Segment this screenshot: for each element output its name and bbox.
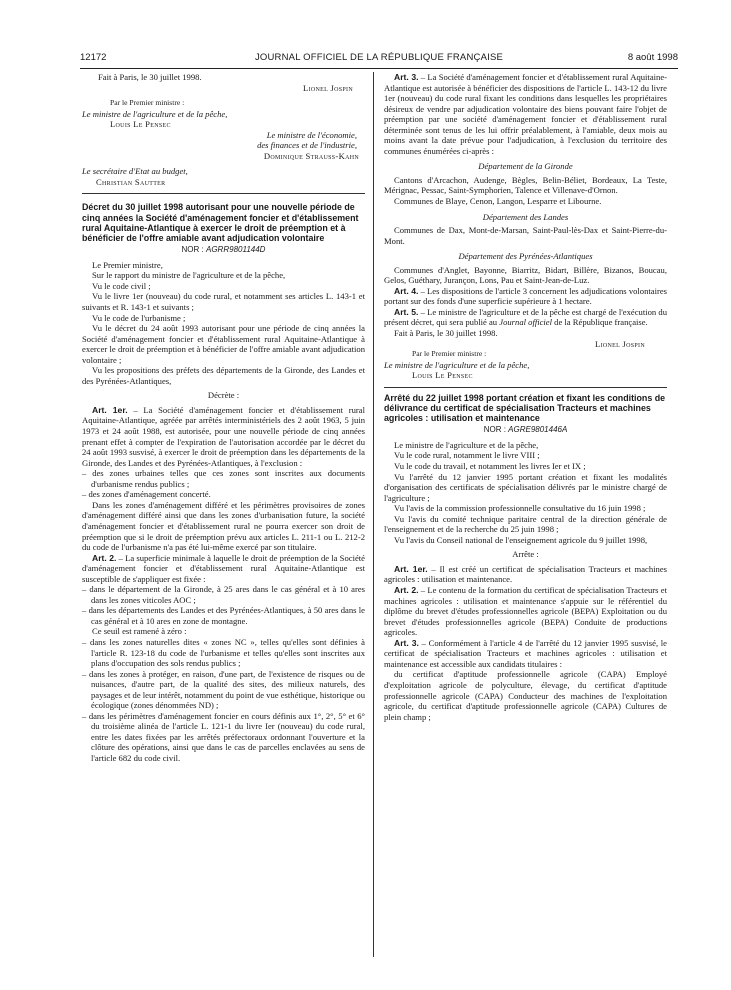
- paragraph: Vu le code de l'urbanisme ;: [92, 312, 186, 323]
- paragraph: Vu l'avis du comité technique paritaire central de la direction générale de l'enseignement et de la recherche du 25 juin 1998 ;: [384, 513, 667, 535]
- arrete-heading: Arrête :: [512, 549, 539, 560]
- paragraph: Vu le code rural, notamment le livre VIII ;: [394, 450, 540, 461]
- dept-heading-landes: Département des Landes: [482, 211, 569, 222]
- paragraph: Vu le code du travail, et notamment les livres Ier et IX ;: [394, 461, 586, 472]
- paragraph: Communes de Dax, Mont-de-Marsan, Saint-Paul-lès-Dax et Saint-Pierre-du-Mont.: [384, 225, 667, 246]
- nor-reference: NOR : AGRR9801144D: [181, 245, 266, 255]
- paragraph: Cantons d'Arcachon, Audenge, Bègles, Belin-Béliet, Bordeaux, La Teste, Mérignac, Pessac, Saint-Symphorien, Talence et Villenave-d'Ornon.: [384, 174, 667, 196]
- paragraph: Vu les propositions des préfets des départements de la Gironde, des Landes et des Pyrénées-Atlantiques,: [82, 365, 365, 386]
- article-1: Art. 1er. – La Société d'aménagement foncier et d'établissement rural Aquitaine-Atlantique, agréée par arrêtés interministériels des 2 août 1963, 5 juin 1973 et 24 août 1988, est autorisée, pour une nouvelle période de cinq années prenant effet à compter de l'expiration de l'autorisation accordée par le décret du 24 août 1993 susvisé, à exercer le droit de préemption dans les départements de la Gironde, des Landes et des Pyrénées-Atlantiques, à l'exclusion :: [82, 404, 365, 468]
- paragraph: Communes d'Anglet, Bayonne, Biarritz, Bidart, Billère, Bizanos, Boucau, Gelos, Guéthary, Jurançon, Lons, Pau et Saint-Jean-de-Luz.: [384, 264, 667, 286]
- header-rule: [80, 68, 678, 69]
- signature-jospin: Lionel Jospin: [303, 82, 353, 93]
- list-item: – dans le département de la Gironde, à 25 ares dans le cas général et à 10 ares dans les zones viticoles AOC ;: [82, 584, 365, 605]
- separator: [82, 193, 365, 194]
- paragraph: Vu l'arrêté du 12 janvier 1995 portant création et fixant les modalités d'organisation des certificats de spécialisation délivrés par le ministre chargé de l'agriculture ;: [384, 471, 667, 503]
- list-item: – dans les zones naturelles dites « zones NC », telles qu'elles sont définies à l'article R. 123-18 du code de l'urbanisme et telles qu'elles sont inscrites aux plans d'occupation des sols rendus publics ;: [82, 636, 365, 669]
- right-column: [384, 72, 667, 722]
- paragraph: Vu l'avis du Conseil national de l'enseignement agricole du 9 juillet 1998,: [394, 534, 648, 545]
- list-item: du certificat d'aptitude professionnelle agricole (CAPA) Employé d'exploitation agricole de polyculture, élevage, du certificat d'aptitude professionnelle agricole (CAPA) Conducteur des machines de l'exploitation agricole, du certificat d'aptitude professionnelle agricole (CAPA) Cultures de plein champ ;: [384, 669, 667, 722]
- paragraph: Vu le livre 1er (nouveau) du code rural, et notamment ses articles L. 143-1 et suivants et R. 143-1 et suivants ;: [82, 291, 365, 313]
- minister-agri-name: Louis Le Pensec: [110, 119, 171, 130]
- fait-line: Fait à Paris, le 30 juillet 1998.: [394, 328, 498, 339]
- dept-heading-pyrenees: Département des Pyrénées-Atlantiques: [458, 251, 593, 262]
- par-premier-ministre: Par le Premier ministre :: [110, 98, 185, 108]
- signature-jospin: Lionel Jospin: [595, 338, 645, 349]
- paragraph: Vu le décret du 24 août 1993 autorisant pour une période de cinq années la Société d'aménagement foncier et d'établissement rural Aquitaine-Atlantique à exercer le droit de préemption et à bénéficier de l'offre amiable avant adjudication volontaire ;: [82, 323, 365, 365]
- dept-heading-gironde: Département de la Gironde: [478, 161, 573, 172]
- article-5: Art. 5. – Le ministre de l'agriculture et de la pêche est chargé de l'exécution du présent décret, qui sera publié au Journal officiel de la République française.: [384, 306, 667, 328]
- paragraph: Le ministre de l'agriculture et de la pêche,: [394, 439, 539, 450]
- paragraph: Vu le code civil ;: [92, 280, 151, 291]
- list-item: – des zones urbaines telles que ces zones sont inscrites aux documents d'urbanisme rendus publics ;: [82, 468, 365, 489]
- paragraph: Sur le rapport du ministre de l'agriculture et de la pêche,: [92, 270, 286, 281]
- paragraph: Ce seuil est ramené à zéro :: [92, 626, 187, 637]
- secretary-name: Christian Sautter: [96, 176, 166, 187]
- paragraph: Le Premier ministre,: [92, 259, 163, 270]
- par-premier-ministre: Par le Premier ministre :: [412, 349, 487, 359]
- article-2: Art. 2. – Le contenu de la formation du certificat de spécialisation Tracteurs et machines agricoles : utilisation et maintenance s'appuie sur le référentiel du diplôme du brevet d'études professionnelles agricole (BEPA) Exploitation ou du brevet d'études professionnelles agricole (BEPA) Conduite de productions agricoles.: [384, 585, 667, 638]
- left-column: [82, 72, 365, 764]
- article-1: Art. 1er. – Il est créé un certificat de spécialisation Tracteurs et machines agricoles : utilisation et maintenance.: [384, 563, 667, 585]
- fait-line: Fait à Paris, le 30 juillet 1998.: [98, 72, 202, 82]
- minister-eco-name: Dominique Strauss-Kahn: [263, 150, 359, 161]
- list-item: – des zones d'aménagement concerté.: [82, 489, 211, 500]
- article-3: Art. 3. – Conformément à l'article 4 de l'arrêté du 12 janvier 1995 susvisé, le certificat de spécialisation Tracteurs et machines agricoles : utilisation et maintenance est accessible aux candidats titulaires :: [384, 637, 667, 669]
- list-item: – dans les zones à protéger, en raison, d'une part, de l'existence de risques ou de nuisances, d'autre part, de la qualité des sites, des milieux naturels, des paysages et de leur intérêt, notamment du point de vue esthétique, historique ou écologique (zones dénommées ND) ;: [82, 668, 365, 711]
- minister-agri-title: Le ministre de l'agriculture et de la pêche,: [384, 359, 530, 370]
- decrete-heading: Décrète :: [207, 390, 240, 401]
- nor-reference: NOR : AGRE9801446A: [483, 425, 568, 435]
- minister-agri-title: Le ministre de l'agriculture et de la pêche,: [82, 108, 228, 119]
- minister-agri-name: Louis Le Pensec: [412, 370, 473, 381]
- minister-eco-title-2: des finances et de l'industrie,: [257, 140, 357, 151]
- issue-date: 8 août 1998: [627, 52, 678, 63]
- journal-title: JOURNAL OFFICIEL DE LA RÉPUBLIQUE FRANÇAISE: [254, 52, 504, 63]
- list-item: – dans les départements des Landes et des Pyrénées-Atlantiques, à 50 ares dans le cas général et à 10 ares en zone de montagne.: [82, 605, 365, 626]
- paragraph: Dans les zones d'aménagement différé et les périmètres provisoires de zones d'aménagement différé ainsi que dans les zones d'urbanisation future, la société d'aménagement foncier et d'établissement rural ne pourra exercer son droit de préemption que si le droit de préemption prévu aux articles L. 211-1 ou L. 212-2 du code de l'urbanisme n'a pas été lui-même exercé par son titulaire.: [82, 499, 365, 553]
- minister-eco-title-1: Le ministre de l'économie,: [266, 129, 357, 140]
- paragraph: Communes de Blaye, Cenon, Langon, Lesparre et Libourne.: [394, 196, 602, 207]
- list-item: – dans les périmètres d'aménagement foncier en cours définis aux 1°, 2°, 5° et 6° du troisième alinéa de l'article L. 121-1 du livre Ier (nouveau) du code rural, entre les dates fixées par les arrêtés préfectoraux ordonnant l'ouverture et la clôture des opérations, ainsi que dans le cas de parcelles enclavées au sens de l'article 682 du code civil.: [82, 710, 365, 763]
- column-divider: [373, 72, 374, 957]
- paragraph: Vu l'avis de la commission professionnelle consultative du 16 juin 1998 ;: [394, 503, 646, 514]
- article-3: Art. 3. – La Société d'aménagement foncier et d'établissement rural Aquitaine-Atlantique est autorisée à bénéficier des dispositions de l'article L. 143-12 du livre 1er (nouveau) du code rural fixant les conditions dans lesquelles les propriétaires désireux de vendre par adjudication volontaire des biens pouvant faire l'objet de préemption par une société d'aménagement foncier et d'établissement rural déterminée sont tenus de les lui offrir préalablement, à l'amiable, deux mois au moins avant la date prévue pour l'adjudication, à l'exclusion du territoire des communes énumérées ci-après :: [384, 72, 667, 156]
- separator: [384, 387, 667, 388]
- article-4: Art. 4. – Les dispositions de l'article 3 concernent les adjudications volontaires portant sur des fonds d'une superficie supérieure à 1 hectare.: [384, 285, 668, 307]
- page-number: 12172: [80, 52, 107, 63]
- secretary-title: Le secrétaire d'Etat au budget,: [82, 166, 188, 177]
- page-header: [80, 50, 678, 66]
- arrete-title: Arrêté du 22 juillet 1998 portant création et fixant les conditions de délivrance du certificat de spécialisation Tracteurs et machines agricoles : utilisation et maintenance: [384, 392, 666, 424]
- decree-title: Décret du 30 juillet 1998 autorisant pour une nouvelle période de cinq années la Société d'aménagement foncier et d'établissement rural Aquitaine-Atlantique à exercer le droit de préemption et à bénéficier de l'offre amiable avant adjudication volontaire: [82, 202, 359, 244]
- article-2: Art. 2. – La superficie minimale à laquelle le droit de préemption de la Société d'aménagement foncier et d'établissement rural Aquitaine-Atlantique est susceptible de s'appliquer est fixée :: [82, 552, 365, 584]
